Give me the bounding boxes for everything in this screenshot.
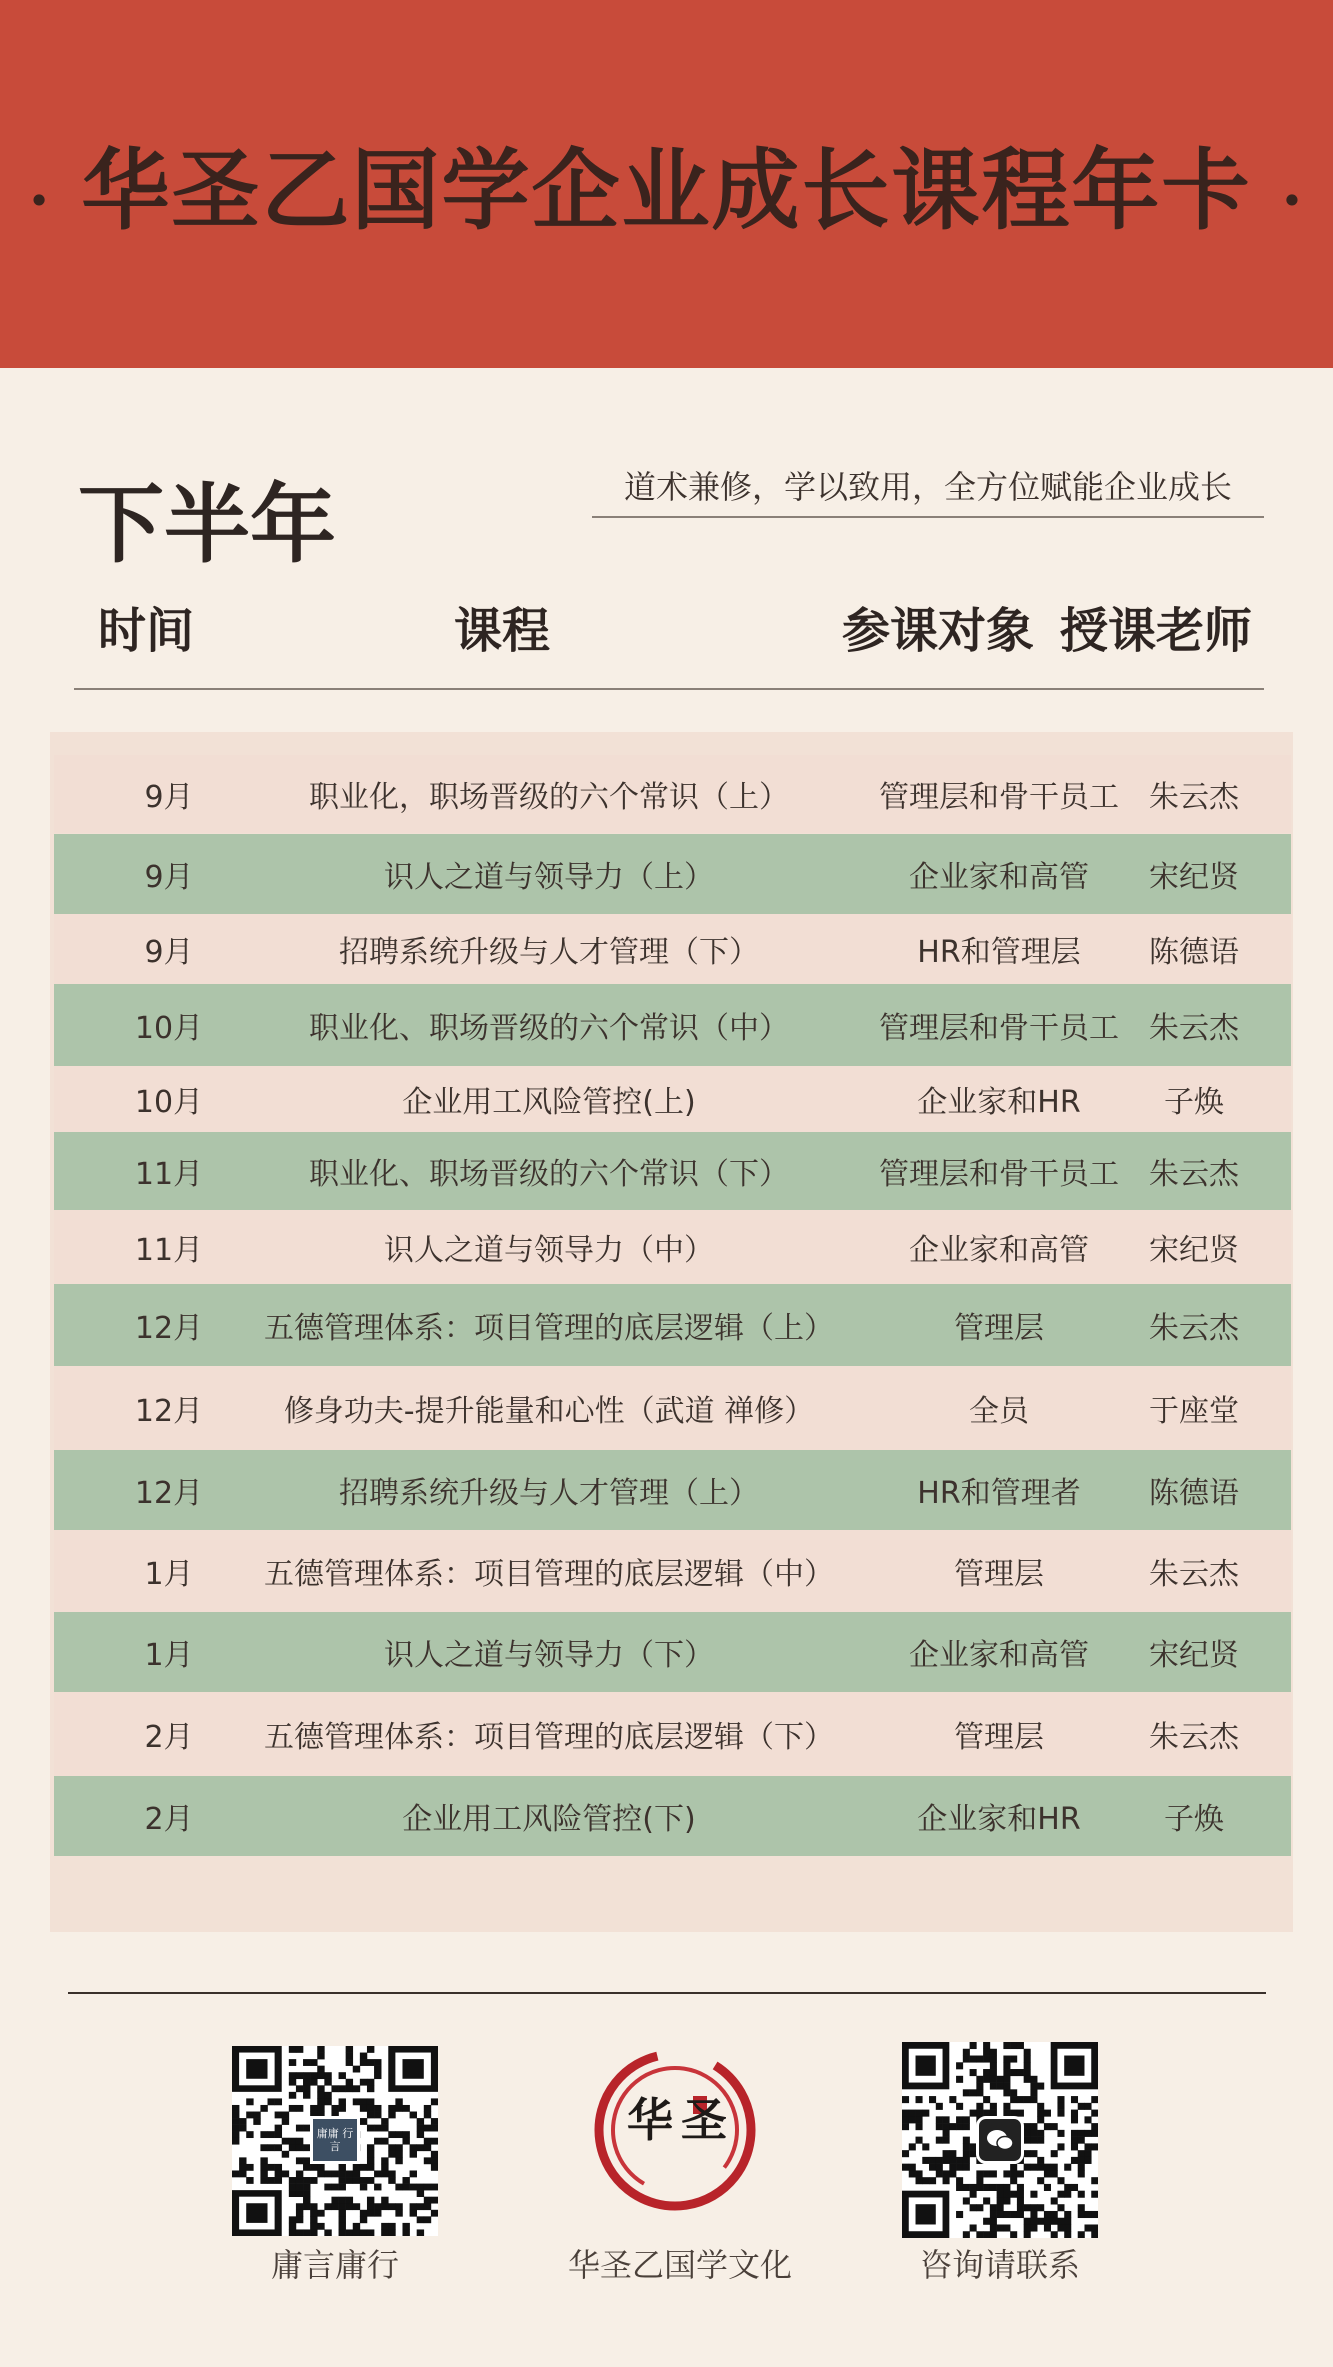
row-course: 识人之道与领导力（上） bbox=[384, 860, 714, 895]
row-course: 招聘系统升级与人才管理（上） bbox=[339, 1476, 759, 1511]
row-audience: HR和管理层 bbox=[917, 935, 1081, 970]
table-row bbox=[54, 1284, 1291, 1366]
row-audience: HR和管理者 bbox=[917, 1476, 1081, 1511]
column-header-time: 时间 bbox=[98, 603, 195, 659]
row-teacher: 陈德语 bbox=[1149, 1476, 1239, 1511]
row-audience: 企业家和高管 bbox=[909, 1233, 1089, 1268]
qr-code-left[interactable] bbox=[232, 2046, 438, 2236]
row-month: 9月 bbox=[144, 935, 194, 970]
row-audience: 企业家和HR bbox=[917, 1085, 1081, 1120]
row-month: 12月 bbox=[134, 1476, 204, 1511]
row-course: 企业用工风险管控(上) bbox=[402, 1085, 696, 1120]
row-teacher: 朱云杰 bbox=[1149, 780, 1239, 815]
row-month: 2月 bbox=[144, 1802, 194, 1837]
row-month: 11月 bbox=[134, 1233, 204, 1268]
section-title: 下半年 bbox=[78, 474, 336, 575]
row-teacher: 朱云杰 bbox=[1149, 1311, 1239, 1346]
slogan: 道术兼修，学以致用，全方位赋能企业成长 bbox=[592, 462, 1264, 518]
row-month: 12月 bbox=[134, 1311, 204, 1346]
page-title: 华圣乙国学企业成长课程年卡 bbox=[81, 138, 1252, 242]
table-row bbox=[54, 1776, 1291, 1856]
table-row bbox=[54, 755, 1291, 833]
row-teacher: 宋纪贤 bbox=[1149, 860, 1239, 895]
row-audience: 企业家和高管 bbox=[909, 860, 1089, 895]
row-month: 1月 bbox=[144, 1557, 194, 1592]
row-teacher: 朱云杰 bbox=[1149, 1557, 1239, 1592]
footer-label-right: 咨询请联系 bbox=[919, 2246, 1080, 2284]
table-row bbox=[54, 1132, 1291, 1210]
row-course: 职业化、职场晋级的六个常识（下） bbox=[309, 1157, 789, 1192]
row-month: 2月 bbox=[144, 1720, 194, 1755]
row-audience: 企业家和HR bbox=[917, 1802, 1081, 1837]
table-row bbox=[54, 914, 1291, 984]
row-month: 9月 bbox=[144, 860, 194, 895]
logo-mark-text: 华 圣 bbox=[626, 2093, 723, 2147]
row-month: 1月 bbox=[144, 1638, 194, 1673]
row-teacher: 朱云杰 bbox=[1149, 1011, 1239, 1046]
wechat-icon bbox=[976, 2116, 1024, 2164]
row-teacher: 宋纪贤 bbox=[1149, 1233, 1239, 1268]
row-audience: 管理层和骨干员工 bbox=[879, 1157, 1119, 1192]
column-header-teacher: 授课老师 bbox=[1060, 603, 1253, 659]
column-header-course: 课程 bbox=[454, 603, 551, 659]
header-banner bbox=[0, 0, 1333, 368]
row-teacher: 子焕 bbox=[1164, 1802, 1224, 1837]
row-course: 职业化、职场晋级的六个常识（中） bbox=[309, 1011, 789, 1046]
column-header-audience: 参课对象 bbox=[842, 603, 1035, 659]
table-row bbox=[54, 1066, 1291, 1132]
table-row bbox=[54, 984, 1291, 1066]
table-row bbox=[54, 1692, 1291, 1776]
row-audience: 管理层 bbox=[954, 1311, 1044, 1346]
footer-label-center: 华圣乙国学文化 bbox=[567, 2246, 792, 2284]
row-course: 修身功夫-提升能量和心性（武道 禅修） bbox=[283, 1394, 815, 1429]
row-audience: 全员 bbox=[969, 1394, 1029, 1429]
banner-title-wrap bbox=[0, 121, 1333, 247]
qr-code-right[interactable] bbox=[902, 2042, 1098, 2238]
row-teacher: 陈德语 bbox=[1149, 935, 1239, 970]
row-audience: 管理层 bbox=[954, 1720, 1044, 1755]
row-month: 12月 bbox=[134, 1394, 204, 1429]
row-audience: 管理层 bbox=[954, 1557, 1044, 1592]
row-audience: 管理层和骨干员工 bbox=[879, 1011, 1119, 1046]
table-row bbox=[54, 834, 1291, 914]
table-row bbox=[54, 1612, 1291, 1692]
row-month: 10月 bbox=[134, 1085, 204, 1120]
row-course: 招聘系统升级与人才管理（下） bbox=[339, 935, 759, 970]
header-divider bbox=[74, 688, 1264, 690]
table-row bbox=[54, 1530, 1291, 1612]
footer-label-left: 庸言庸行 bbox=[270, 2246, 399, 2284]
table-row bbox=[54, 1366, 1291, 1450]
row-teacher: 朱云杰 bbox=[1149, 1157, 1239, 1192]
row-audience: 管理层和骨干员工 bbox=[879, 780, 1119, 815]
row-month: 11月 bbox=[134, 1157, 204, 1192]
footer-divider bbox=[68, 1992, 1266, 1994]
row-teacher: 于座堂 bbox=[1149, 1394, 1239, 1429]
row-teacher: 宋纪贤 bbox=[1149, 1638, 1239, 1673]
row-course: 企业用工风险管控(下) bbox=[402, 1802, 696, 1837]
row-month: 10月 bbox=[134, 1011, 204, 1046]
qr-center-badge: 庸庸 行言 bbox=[310, 2116, 360, 2164]
banner-dot-right: · bbox=[1281, 166, 1305, 236]
row-audience: 企业家和高管 bbox=[909, 1638, 1089, 1673]
row-month: 9月 bbox=[144, 780, 194, 815]
brand-logo bbox=[585, 2040, 765, 2220]
row-teacher: 朱云杰 bbox=[1149, 1720, 1239, 1755]
row-course: 职业化，职场晋级的六个常识（上） bbox=[309, 780, 789, 815]
row-course: 识人之道与领导力（下） bbox=[384, 1638, 714, 1673]
row-teacher: 子焕 bbox=[1164, 1085, 1224, 1120]
banner-dot-left: · bbox=[28, 166, 52, 236]
table-row bbox=[54, 1450, 1291, 1530]
table-row bbox=[54, 1210, 1291, 1284]
row-course: 五德管理体系：项目管理的底层逻辑（中） bbox=[264, 1557, 834, 1592]
row-course: 识人之道与领导力（中） bbox=[384, 1233, 714, 1268]
row-course: 五德管理体系：项目管理的底层逻辑（下） bbox=[264, 1720, 834, 1755]
row-course: 五德管理体系：项目管理的底层逻辑（上） bbox=[264, 1311, 834, 1346]
